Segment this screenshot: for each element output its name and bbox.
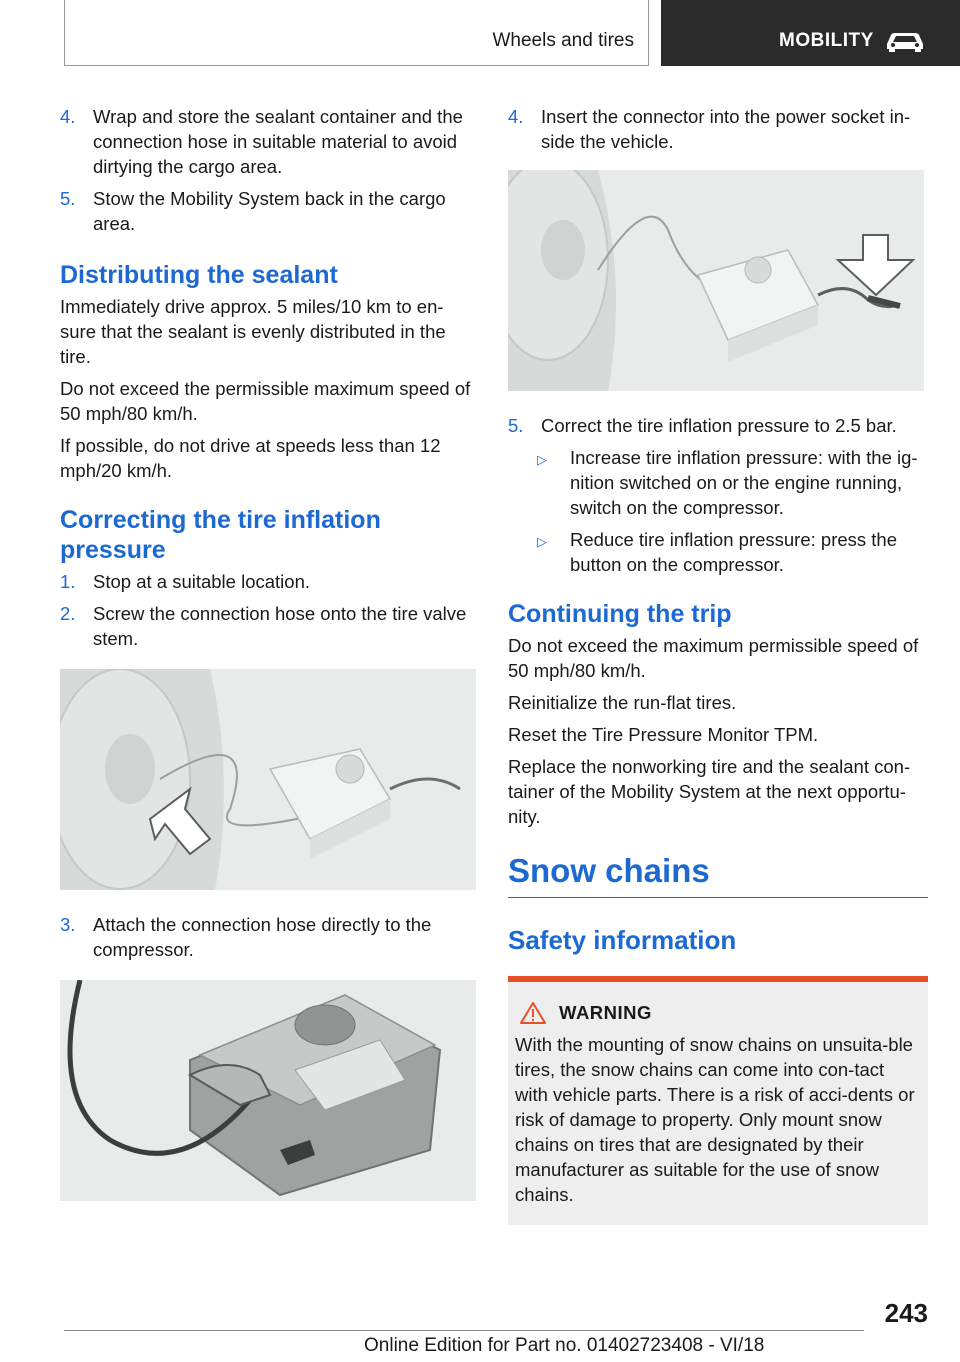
sub-list-item (508, 527, 928, 577)
step-number: 4. (508, 106, 524, 127)
compressor-illustration (60, 980, 476, 1201)
step-number: 5. (60, 188, 76, 209)
heading-correcting-pressure: Correcting the tire inflation pressure (60, 506, 381, 564)
step-number: 3. (60, 914, 76, 935)
list-item (60, 186, 476, 236)
list-item (60, 601, 476, 651)
page-number: 243 (884, 1298, 928, 1328)
step-number: 1. (60, 571, 76, 592)
warning-box (508, 976, 928, 1225)
step-text: Attach the connection hose directly to the compressor. (93, 914, 432, 960)
step-number: 2. (60, 603, 76, 624)
paragraph: If possible, do not drive at speeds less than 12 mph/20 km/h. (60, 435, 441, 481)
tire-valve-illustration (60, 669, 476, 890)
list-item (60, 912, 476, 962)
heading-continuing-trip: Continuing the trip (508, 600, 732, 628)
step-text: Correct the tire inflation pressure to 2.5 bar. (541, 415, 897, 436)
header-chapter-tab (661, 0, 960, 66)
power-socket-illustration (508, 170, 924, 391)
paragraph: Replace the nonworking tire and the sealant con‐tainer of the Mobility System at the next opportu‐nity. (508, 756, 911, 827)
list-item (508, 413, 928, 438)
warning-header (515, 1002, 920, 1024)
paragraph: Do not exceed the maximum permissible speed of 50 mph/80 km/h. (508, 635, 919, 681)
warning-label: WARNING (559, 1002, 652, 1023)
sub-item-text: Reduce tire inflation pressure: press the button on the compressor. (570, 529, 898, 575)
bullet-triangle-icon: ▷ (537, 534, 547, 549)
step-text: Stow the Mobility System back in the cargo area. (93, 188, 446, 234)
figure-hose-to-compressor (60, 980, 476, 1201)
list-item (508, 104, 928, 154)
step-text: Stop at a suitable location. (93, 571, 311, 592)
list-item (60, 104, 476, 179)
step-number: 4. (60, 106, 76, 127)
chapter-heading-snow-chains: Snow chains (508, 851, 928, 898)
paragraph: Reset the Tire Pressure Monitor TPM. (508, 724, 819, 745)
footer-divider (64, 1330, 864, 1331)
paragraph: Reinitialize the run-flat tires. (508, 692, 737, 713)
left-column (60, 104, 476, 1223)
step-text: Insert the connector into the power socket in‐side the vehicle. (541, 106, 911, 152)
list-item (60, 569, 476, 594)
warning-triangle-icon (520, 1002, 546, 1024)
figure-hose-on-valve (60, 669, 476, 890)
section-title: Wheels and tires (492, 30, 634, 51)
header-section-tab (64, 0, 649, 66)
edition-footer: Online Edition for Part no. 01402723408 - VI/18 (364, 1335, 765, 1356)
chapter-title: MOBILITY (779, 30, 874, 51)
sub-list-item (508, 445, 928, 520)
car-icon (883, 30, 927, 52)
sub-item-text: Increase tire inflation pressure: with the ig‐nition switched on or the engine running, switch on the compressor. (570, 447, 918, 518)
step-text: Wrap and store the sealant container and the connection hose in suitable material to avoid dirtying the cargo area. (93, 106, 463, 177)
right-column (508, 104, 928, 1225)
paragraph: Do not exceed the permissible maximum speed of 50 mph/80 km/h. (60, 378, 471, 424)
step-text: Screw the connection hose onto the tire valve stem. (93, 603, 467, 649)
bullet-triangle-icon: ▷ (537, 452, 547, 467)
figure-power-socket (508, 170, 924, 391)
warning-text: With the mounting of snow chains on unsuita‐ble tires, the snow chains can come into con‐tact with vehicle parts. There is a risk of acci‐dents or risk of damage to property. Only mount snow chains on tires that are designated by their manufacturer as suitable for the use of snow chains. (515, 1034, 915, 1205)
section-heading-safety: Safety information (508, 925, 737, 955)
paragraph: Immediately drive approx. 5 miles/10 km to en‐sure that the sealant is evenly distributed in the tire. (60, 296, 446, 367)
heading-distributing-sealant: Distributing the sealant (60, 261, 338, 289)
step-number: 5. (508, 415, 524, 436)
